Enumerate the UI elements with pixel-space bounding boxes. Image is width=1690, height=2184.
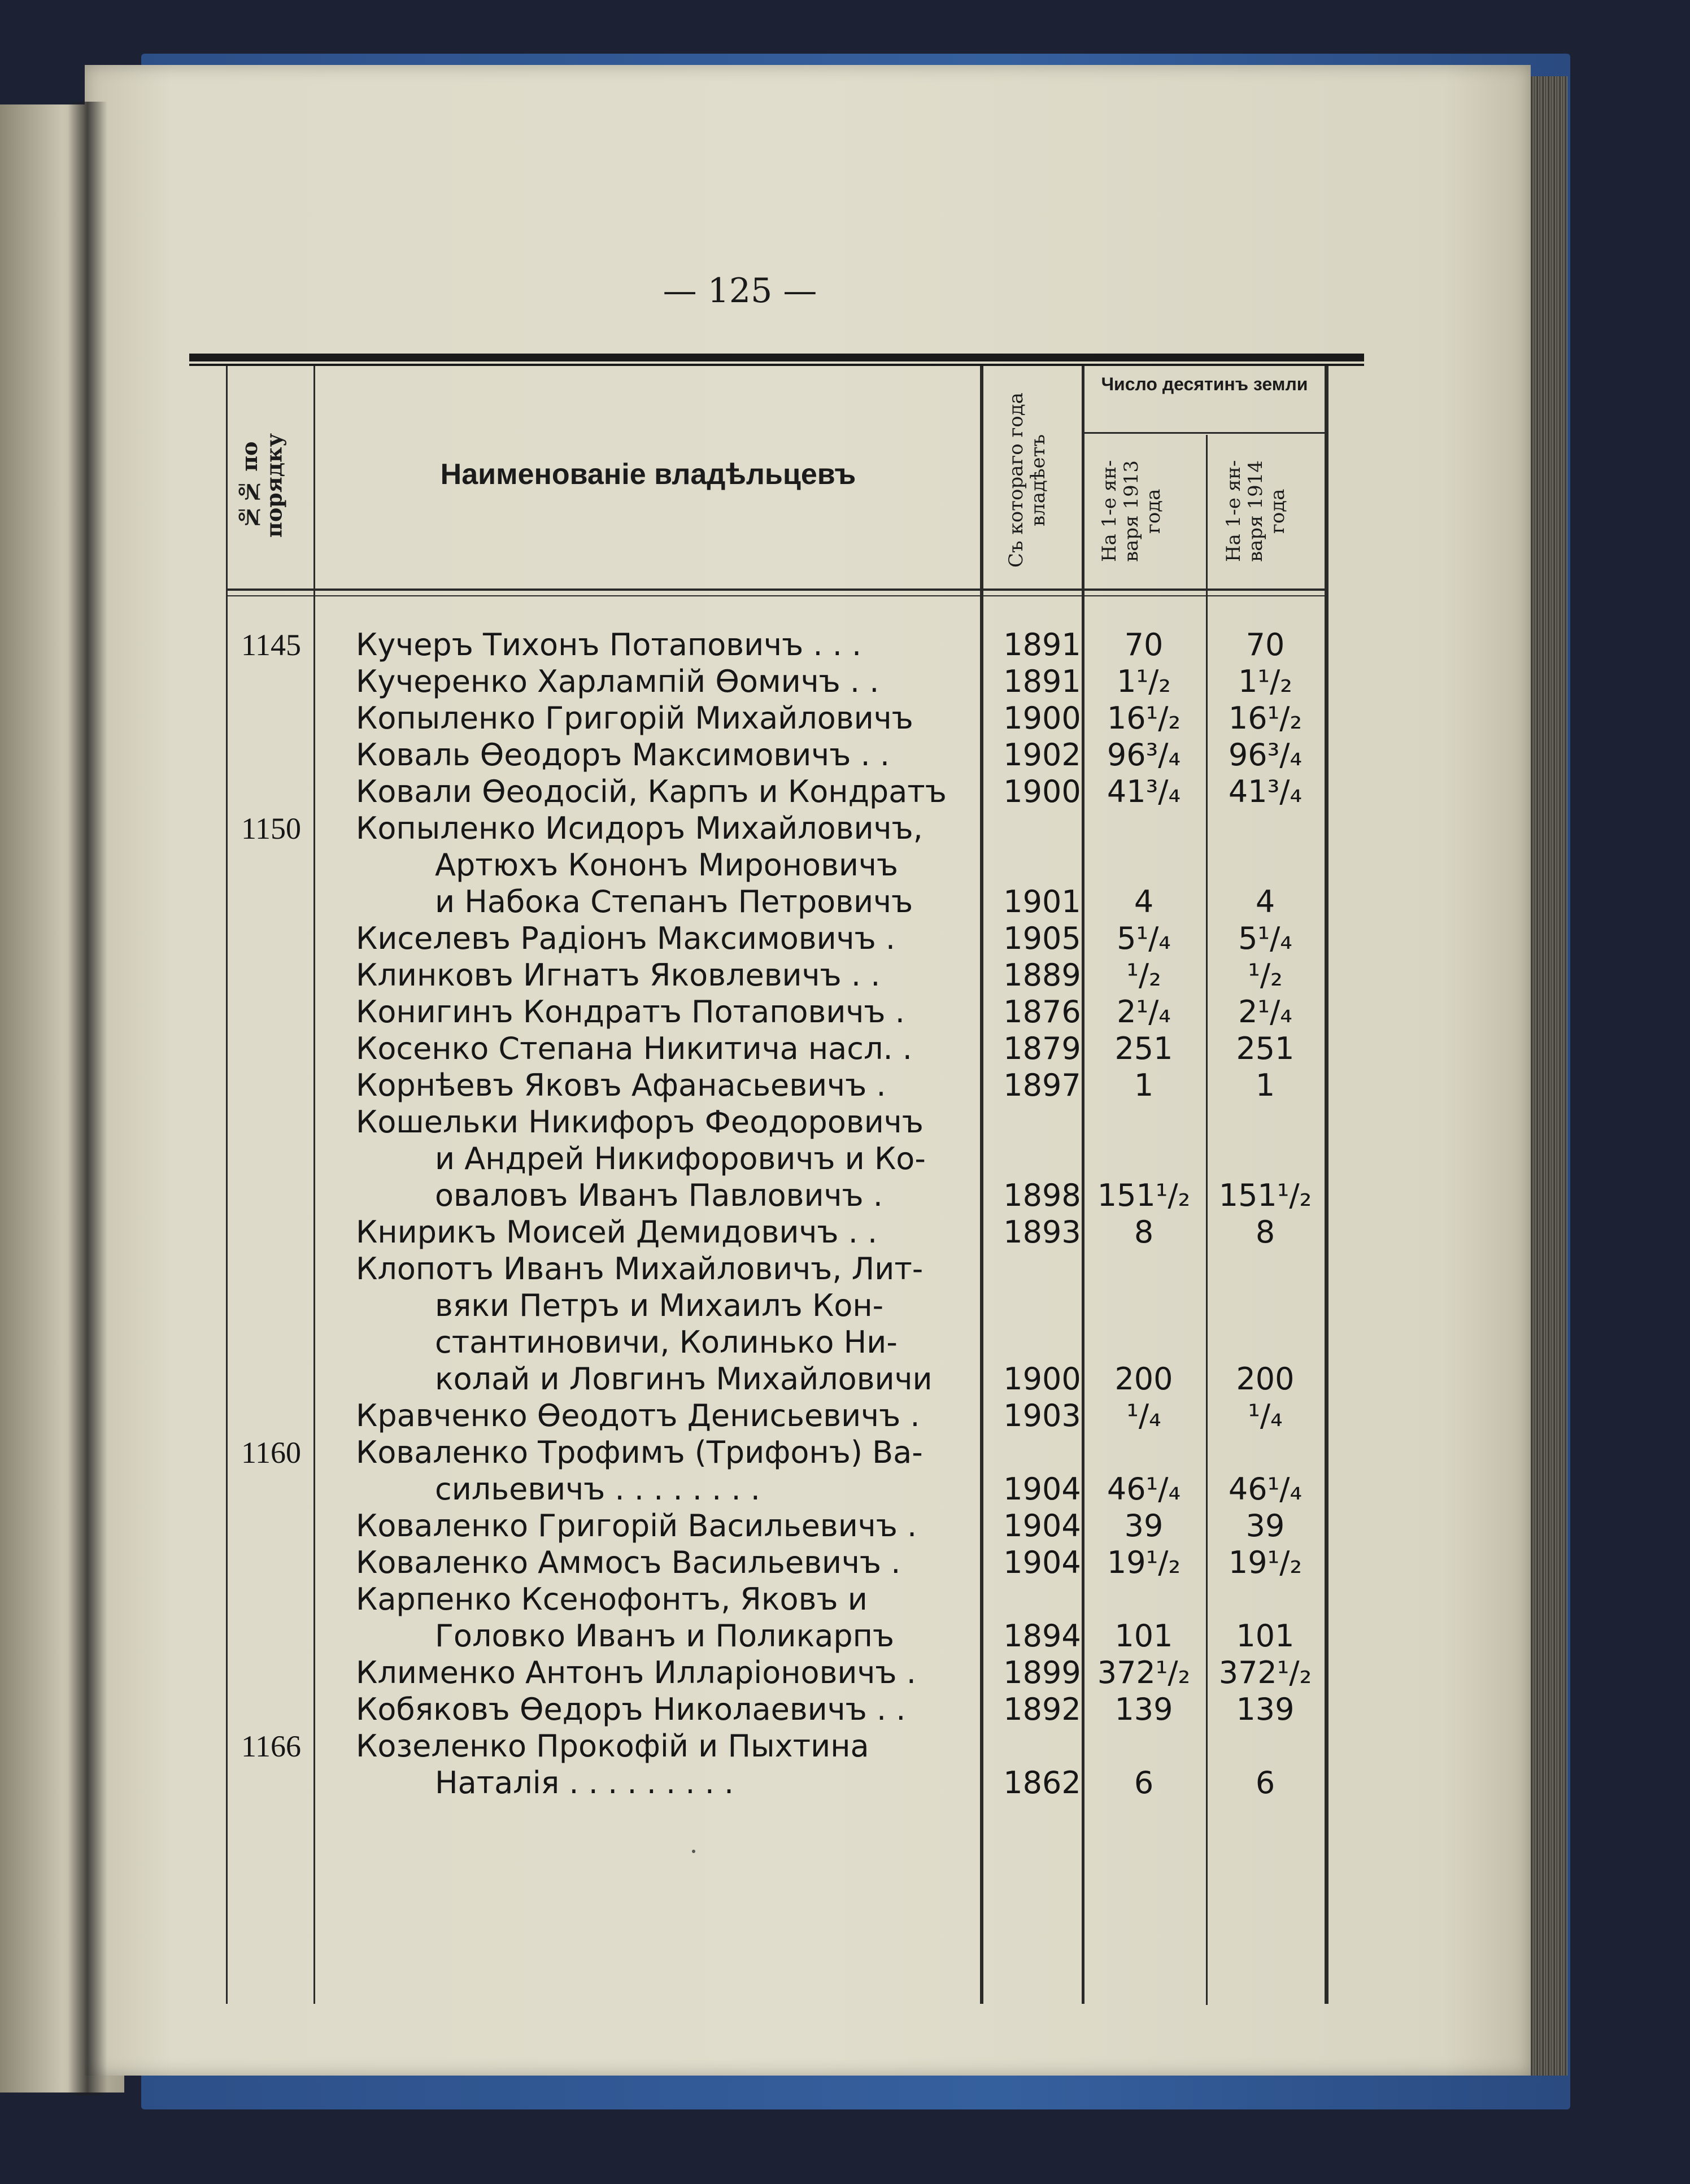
owner-name: Кошельки Никифоръ Феодоровичъ <box>356 1104 924 1140</box>
owner-name: Копыленко Исидоръ Михайловичъ, <box>356 810 923 846</box>
land-1913: 39 <box>1124 1508 1164 1544</box>
owner-name: Книрикъ Моисей Демидовичъ . . <box>356 1214 878 1250</box>
owner-name: Карпенко Ксенофонтъ, Яковъ и <box>356 1581 868 1617</box>
owner-name: колай и Ловгинъ Михайловичи <box>435 1361 933 1397</box>
owner-name: Кобяковъ Ѳедоръ Николаевичъ . . <box>356 1692 906 1727</box>
ownership-year: 1891 <box>1003 664 1081 699</box>
owner-name: Коваленко Трофимъ (Трифонъ) Ва- <box>356 1435 923 1470</box>
land-1914: 5¹/₄ <box>1238 921 1292 956</box>
land-1914: 101 <box>1236 1618 1295 1654</box>
owner-name: Конигинъ Кондратъ Потаповичъ . <box>356 994 905 1030</box>
owner-name: Клопотъ Иванъ Михайловичъ, Лит- <box>356 1251 924 1287</box>
row-number: 1166 <box>241 1729 301 1763</box>
owner-name: стантиновичи, Колинько Ни- <box>435 1324 898 1360</box>
owner-name: Клинковъ Игнатъ Яковлевичъ . . <box>356 957 881 993</box>
ownership-year: 1899 <box>1003 1655 1081 1690</box>
land-1914: 1 <box>1255 1067 1275 1103</box>
ownership-year: 1893 <box>1003 1214 1081 1250</box>
land-1913: 46¹/₄ <box>1107 1471 1181 1507</box>
land-1913: 200 <box>1114 1361 1173 1397</box>
ownership-year: 1904 <box>1003 1508 1081 1544</box>
page-number: — 125 — <box>663 271 817 311</box>
land-1914: 251 <box>1236 1031 1295 1066</box>
land-1914: 200 <box>1236 1361 1295 1397</box>
paper-speck <box>692 1850 695 1853</box>
ownership-year: 1900 <box>1003 700 1081 736</box>
land-1913: 101 <box>1114 1618 1173 1654</box>
owner-name: Головко Иванъ и Поликарпъ <box>435 1618 895 1654</box>
ownership-year: 1862 <box>1003 1765 1081 1801</box>
row-number: 1160 <box>241 1436 301 1470</box>
land-1914: 151¹/₂ <box>1218 1178 1312 1213</box>
owner-name: и Набока Степанъ Петровичъ <box>435 884 913 919</box>
owner-name: Коваленко Аммосъ Васильевичъ . <box>356 1545 901 1580</box>
table-top-rule <box>189 354 1364 361</box>
ownership-year: 1905 <box>1003 921 1081 956</box>
column-divider <box>980 366 983 2004</box>
land-1913: 96³/₄ <box>1107 737 1181 773</box>
land-1914: 6 <box>1255 1765 1275 1801</box>
ownership-year: 1901 <box>1003 884 1081 919</box>
ownership-year: 1889 <box>1003 957 1081 993</box>
land-1913: 1 <box>1134 1067 1154 1103</box>
owner-name: Косенко Степана Никитича насл. . <box>356 1031 912 1066</box>
land-1913: 5¹/₄ <box>1117 921 1171 956</box>
owner-name: оваловъ Иванъ Павловичъ . <box>435 1178 883 1213</box>
land-1913: 8 <box>1134 1214 1154 1250</box>
land-1913: 70 <box>1124 627 1164 662</box>
header-land: Число десятинъ земли <box>1101 374 1308 394</box>
land-1913: 372¹/₂ <box>1097 1655 1191 1690</box>
page-edges <box>1528 76 1567 2076</box>
land-1913: 151¹/₂ <box>1097 1178 1191 1213</box>
ownership-year: 1902 <box>1003 737 1081 773</box>
owner-name: Клименко Антонъ Илларіоновичъ . <box>356 1655 916 1690</box>
ownership-year: 1900 <box>1003 1361 1081 1397</box>
owner-name: Коваль Ѳеодоръ Максимовичъ . . <box>356 737 890 773</box>
land-1914: 139 <box>1236 1692 1295 1727</box>
land-1913: ¹/₂ <box>1126 957 1161 993</box>
owner-name: Корнѣевъ Яковъ Афанасьевичъ . <box>356 1067 886 1103</box>
land-1914: 41³/₄ <box>1228 774 1303 809</box>
book-gutter <box>68 102 107 2095</box>
ownership-year: 1891 <box>1003 627 1081 662</box>
header-no: №№ по порядку <box>237 433 287 538</box>
ownership-year: 1903 <box>1003 1398 1081 1433</box>
land-1913: 139 <box>1114 1692 1173 1727</box>
land-1914: 39 <box>1245 1508 1285 1544</box>
ownership-year: 1879 <box>1003 1031 1081 1066</box>
header-bottom-rule <box>226 588 1327 591</box>
header-bottom-rule-thin <box>226 595 1327 596</box>
owner-name: Копыленко Григорій Михайловичъ <box>356 700 913 736</box>
owner-name: и Андрей Никифоровичъ и Ко- <box>435 1141 926 1176</box>
column-divider <box>226 366 228 2004</box>
land-1913: ¹/₄ <box>1126 1398 1161 1433</box>
land-1913: 19¹/₂ <box>1107 1545 1181 1580</box>
land-1914: ¹/₂ <box>1248 957 1283 993</box>
ownership-year: 1904 <box>1003 1545 1081 1580</box>
land-1914: 16¹/₂ <box>1228 700 1303 736</box>
land-1913: 41³/₄ <box>1107 774 1181 809</box>
land-1914: 19¹/₂ <box>1228 1545 1303 1580</box>
ownership-year: 1897 <box>1003 1067 1081 1103</box>
header-name: Наименованіе владѣльцевъ <box>440 458 856 491</box>
owner-name: Киселевъ Радіонъ Максимовичъ . <box>356 921 896 956</box>
owner-name: Кучеръ Тихонъ Потаповичъ . . . <box>356 627 862 662</box>
ownership-year: 1900 <box>1003 774 1081 809</box>
column-divider <box>1206 435 1208 2005</box>
header-1914: На 1-е ян-варя 1914 года <box>1222 460 1290 563</box>
ownership-year: 1898 <box>1003 1178 1081 1213</box>
land-1914: 1¹/₂ <box>1238 664 1292 699</box>
row-number: 1150 <box>241 812 301 845</box>
land-1913: 16¹/₂ <box>1107 700 1181 736</box>
owner-name: Ковали Ѳеодосій, Карпъ и Кондратъ <box>356 774 947 809</box>
land-1913: 2¹/₄ <box>1117 994 1171 1030</box>
column-divider <box>313 366 315 2004</box>
land-1913: 251 <box>1114 1031 1173 1066</box>
land-1914: 2¹/₄ <box>1238 994 1292 1030</box>
land-1914: 372¹/₂ <box>1218 1655 1312 1690</box>
land-1914: 46¹/₄ <box>1228 1471 1303 1507</box>
land-1914: 8 <box>1255 1214 1275 1250</box>
header-year: Съ котораго года владѣетъ <box>1005 392 1050 568</box>
land-1914: 4 <box>1255 884 1275 919</box>
owner-name: Кучеренко Харлампій Ѳомичъ . . <box>356 664 879 699</box>
owner-name: Наталія . . . . . . . . . <box>435 1765 734 1801</box>
land-1914: 96³/₄ <box>1228 737 1303 773</box>
ownership-year: 1894 <box>1003 1618 1081 1654</box>
owner-name: вяки Петръ и Михаилъ Кон- <box>435 1288 884 1323</box>
land-1914: 70 <box>1245 627 1285 662</box>
land-1914: ¹/₄ <box>1248 1398 1283 1433</box>
land-1913: 1¹/₂ <box>1117 664 1171 699</box>
header-1913: На 1-е ян-варя 1913 года <box>1098 460 1165 563</box>
ownership-year: 1904 <box>1003 1471 1081 1507</box>
table-top-rule-thin <box>189 364 1364 366</box>
row-number: 1145 <box>241 628 301 662</box>
owner-name: Козеленко Прокофій и Пыхтина <box>356 1728 869 1764</box>
ownership-year: 1876 <box>1003 994 1081 1030</box>
owner-name: Коваленко Григорій Васильевичъ . <box>356 1508 917 1544</box>
ownership-year: 1892 <box>1003 1692 1081 1727</box>
column-divider <box>1325 366 1329 2004</box>
land-1913: 4 <box>1134 884 1154 919</box>
owner-name: сильевичъ . . . . . . . . <box>435 1471 760 1507</box>
land-subheader-rule <box>1084 432 1325 434</box>
land-1913: 6 <box>1134 1765 1154 1801</box>
owner-name: Кравченко Ѳеодотъ Денисьевичъ . <box>356 1398 920 1433</box>
owner-name: Артюхъ Кононъ Мироновичъ <box>435 847 899 883</box>
